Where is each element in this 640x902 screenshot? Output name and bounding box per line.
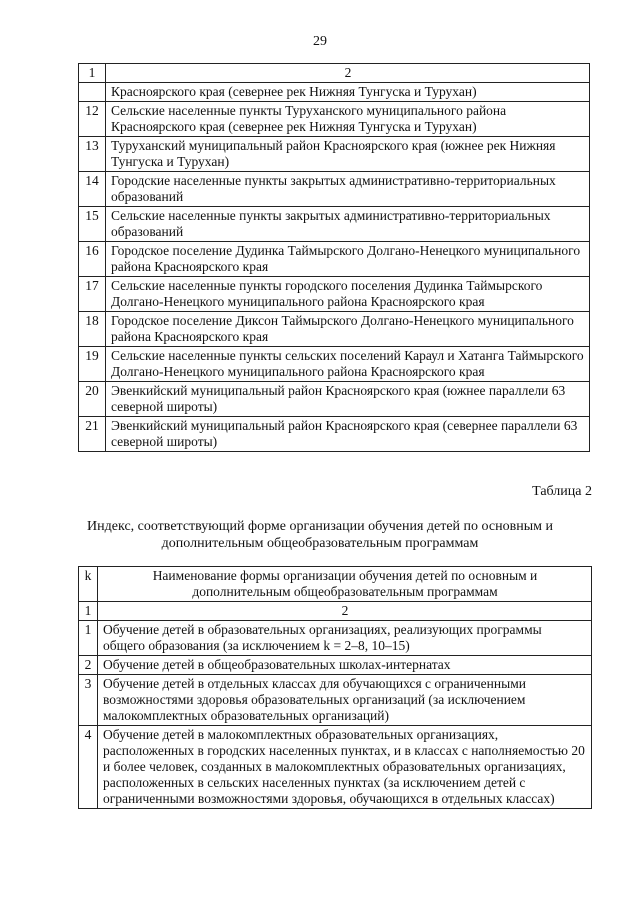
table-row	[79, 242, 590, 277]
table-row	[79, 172, 590, 207]
table-row	[79, 207, 590, 242]
row-index: 4	[79, 726, 98, 809]
row-text: Обучение детей в отдельных классах для обучающихся с ограниченными возможностями здоровья образовательных организаций (за исключением малокомплектных образовательных организаций)	[98, 675, 592, 726]
table-title: Индекс, соответствующий форме организации обучения детей по основным и дополнительным общеобразовательным программам	[87, 519, 553, 551]
row-text: Сельские населенные пункты городского поселения Дудинка Таймырского Долгано-Ненецкого муниципального района Красноярского края	[106, 277, 590, 312]
row-text: Городские населенные пункты закрытых административно-территориальных образований	[106, 172, 590, 207]
table-row	[79, 83, 590, 102]
row-index: 17	[79, 277, 106, 312]
column-number-2: 2	[98, 602, 592, 621]
table-caption: Таблица 2	[532, 484, 592, 499]
column-number-1: 1	[79, 602, 98, 621]
row-text: Сельские населенные пункты Туруханского муниципального района Красноярского края (севернее рек Нижняя Тунгуска и Турухан)	[106, 102, 590, 137]
row-index: 2	[79, 656, 98, 675]
row-index: 13	[79, 137, 106, 172]
table-header-row	[79, 602, 592, 621]
table-header-row	[79, 64, 590, 83]
table-row	[79, 675, 592, 726]
row-text: Обучение детей в общеобразовательных школах-интернатах	[98, 656, 592, 675]
table-column-headers	[79, 567, 592, 602]
table-row	[79, 137, 590, 172]
column-number-1: 1	[79, 64, 106, 83]
page-number: 29	[313, 34, 327, 49]
row-text: Сельские населенные пункты сельских поселений Караул и Хатанга Таймырского Долгано-Ненецкого муниципального района Красноярского края	[106, 347, 590, 382]
table-row	[79, 656, 592, 675]
table-row	[79, 277, 590, 312]
row-index: 18	[79, 312, 106, 347]
table-row	[79, 347, 590, 382]
row-text: Городское поселение Дудинка Таймырского Долгано-Ненецкого муниципального района Красноярского края	[106, 242, 590, 277]
row-index: 15	[79, 207, 106, 242]
table-row	[79, 726, 592, 809]
row-text: Туруханский муниципальный район Красноярского края (южнее рек Нижняя Тунгуска и Турухан)	[106, 137, 590, 172]
row-index: 1	[79, 621, 98, 656]
row-index: 12	[79, 102, 106, 137]
table-row	[79, 312, 590, 347]
row-text: Красноярского края (севернее рек Нижняя Тунгуска и Турухан)	[106, 83, 590, 102]
column-header-k: k	[79, 567, 98, 602]
row-text: Городское поселение Диксон Таймырского Долгано-Ненецкого муниципального района Красноярского края	[106, 312, 590, 347]
education-form-table	[78, 566, 592, 809]
row-index	[79, 83, 106, 102]
row-index: 20	[79, 382, 106, 417]
table-row	[79, 102, 590, 137]
row-index: 21	[79, 417, 106, 452]
column-number-2: 2	[106, 64, 590, 83]
row-index: 3	[79, 675, 98, 726]
table-row	[79, 621, 592, 656]
table-row	[79, 417, 590, 452]
region-table	[78, 63, 590, 452]
column-header-name: Наименование формы организации обучения детей по основным и дополнительным общеобразовательным программам	[98, 567, 592, 602]
row-index: 19	[79, 347, 106, 382]
row-index: 14	[79, 172, 106, 207]
row-text: Обучение детей в образовательных организациях, реализующих программы общего образования (за исключением k = 2–8, 10–15)	[98, 621, 592, 656]
table-row	[79, 382, 590, 417]
row-text: Сельские населенные пункты закрытых административно-территориальных образований	[106, 207, 590, 242]
row-text: Эвенкийский муниципальный район Красноярского края (южнее параллели 63 северной широты)	[106, 382, 590, 417]
row-text: Эвенкийский муниципальный район Красноярского края (севернее параллели 63 северной широты)	[106, 417, 590, 452]
row-index: 16	[79, 242, 106, 277]
row-text: Обучение детей в малокомплектных образовательных организациях, расположенных в городских населенных пунктах, и в классах с наполняемостью 20 и более человек, созданных в малокомплектных образовательных организациях, расположенных в сельских населенных пунктах (за исключением детей с ограниченными возможностями здоровья, обучающихся в отдельных классах)	[98, 726, 592, 809]
